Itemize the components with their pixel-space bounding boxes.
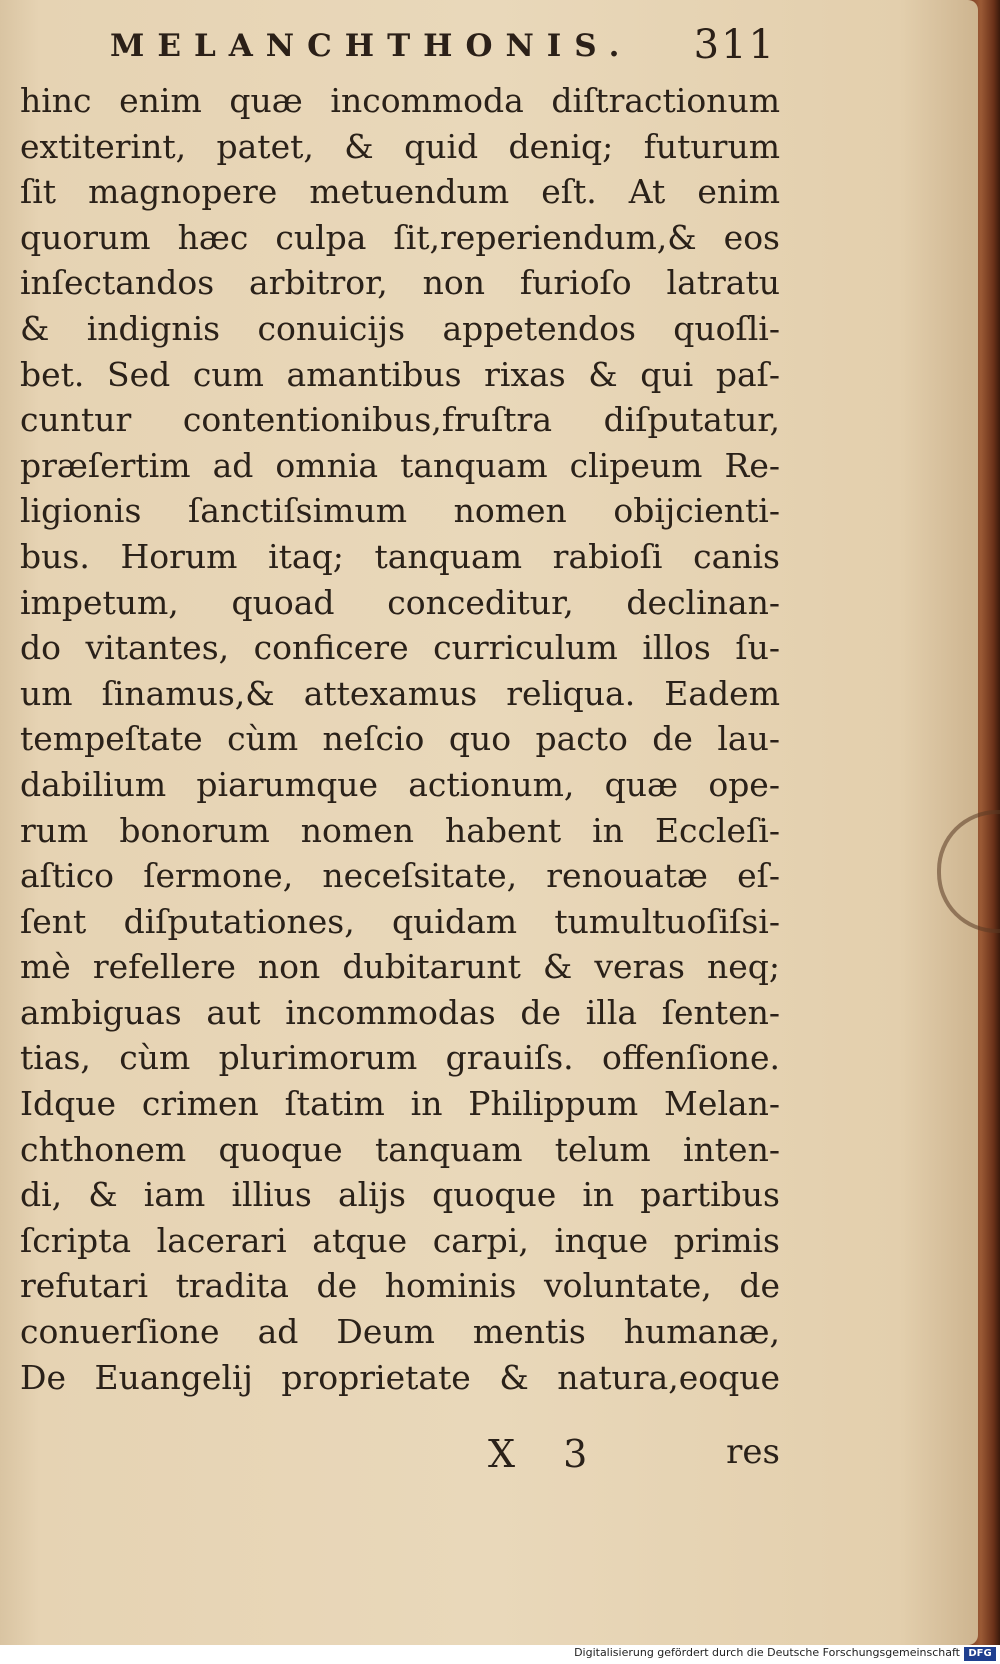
text-line: um ſinamus,& attexamus reliqua. Eadem [20, 673, 780, 713]
text-line: hinc enim quæ incommoda diſtractionum [20, 81, 780, 120]
text-line: quorum hæc culpa ſit,reperiendum,& eos [20, 217, 780, 257]
text-line: mè refellere non dubitarunt & veras neq; [20, 947, 780, 987]
text-line: ambiguas aut incommodas de illa ſenten- [20, 992, 780, 1032]
text-line: cuntur contentionibus,fruſtra diſputatur, [20, 400, 780, 440]
text-line: ligionis ſanctiſsimum nomen obijcienti- [20, 491, 780, 531]
page-number: 311 [693, 22, 776, 68]
text-line: De Euangelij proprietate & natura,eoque [20, 1357, 780, 1397]
text-line: refutari tradita de hominis voluntate, de [20, 1266, 780, 1306]
text-line: ſcripta lacerari atque carpi, inque primis [20, 1220, 780, 1260]
text-line: bus. Horum itaq; tanquam rabioſi canis [20, 536, 780, 576]
text-line: ſent diſputationes, quidam tumultuoſiſsi- [20, 901, 780, 941]
text-line: tias, cùm plurimorum grauiſs. offenſione. [20, 1038, 780, 1078]
text-line: di, & iam illius alijs quoque in partibus [20, 1175, 780, 1215]
text-line: rum bonorum nomen habent in Eccleſi- [20, 810, 780, 850]
clasp-shadow [937, 810, 1000, 933]
running-title: MELANCHTHONIS. [110, 28, 633, 64]
text-line: aſtico ſermone, neceſsitate, renouatæ eſ- [20, 856, 780, 896]
text-line: conuerſione ad Deum mentis humanæ, [20, 1312, 780, 1352]
text-line: dabilium piarumque actionum, quæ ope- [20, 764, 780, 804]
page-foot [480, 1432, 780, 1482]
text-line: Idque crimen ſtatim in Philippum Melan- [20, 1084, 780, 1124]
catchword: res [726, 1432, 780, 1472]
text-line: impetum, quoad conceditur, declinan- [20, 582, 780, 622]
text-line: extiterint, patet, & quid deniq; futurum [20, 126, 780, 166]
signature-mark: X 3 [488, 1432, 606, 1476]
text-line: chthonem quoque tanquam telum inten- [20, 1129, 780, 1169]
text-line: ſit magnopere metuendum eſt. At enim [20, 172, 780, 212]
funding-credit: Digitalisierung gefördert durch die Deutsche Forschungsgemeinschaft [574, 1646, 960, 1659]
text-line: do vitantes, conficere curriculum illos ſu- [20, 628, 780, 668]
text-line: tempeſtate cùm neſcio quo pacto de lau- [20, 719, 780, 759]
text-line: inſectandos arbitror, non furioſo latratu [20, 263, 780, 303]
text-line: bet. Sed cum amantibus rixas & qui paſ- [20, 354, 780, 394]
text-line: & indignis conuicijs appetendos quoſli- [20, 308, 780, 348]
dfg-logo: DFG [964, 1647, 996, 1661]
body-text [20, 78, 780, 1400]
page-header [100, 22, 776, 72]
text-line: præſertim ad omnia tanquam clipeum Re- [20, 445, 780, 485]
